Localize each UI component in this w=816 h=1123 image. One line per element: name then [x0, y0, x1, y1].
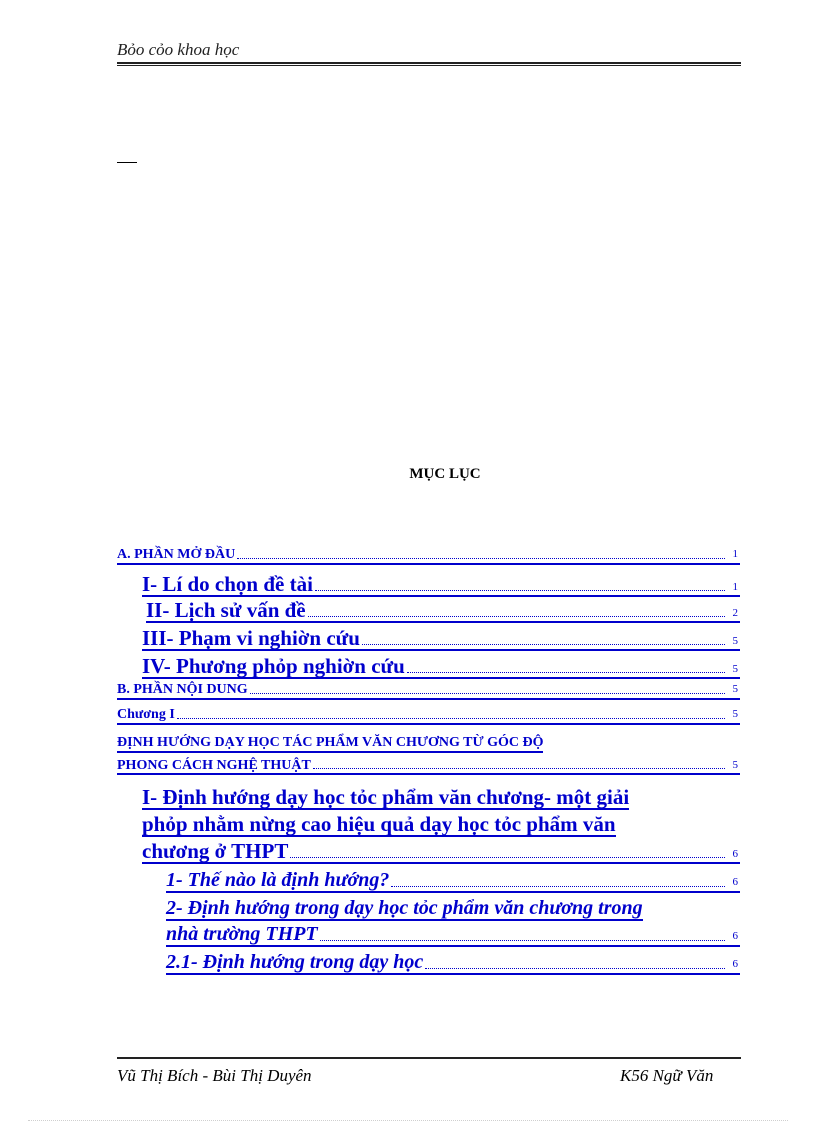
toc-entry-text[interactable]: I- Lí do chọn đề tài: [142, 572, 313, 596]
footer-authors: Vũ Thị Bích - Bùi Thị Duyên: [117, 1066, 312, 1085]
stray-dash: [117, 162, 137, 163]
toc-entry-text-line[interactable]: chương ở THPT: [142, 839, 289, 864]
dot-leader: [250, 692, 725, 694]
header-title: Bỏo cỏo khoa học: [117, 40, 240, 59]
page-edge: [28, 1120, 788, 1121]
toc-entry-text[interactable]: 2.1- Định hướng trong dạy học: [166, 951, 424, 973]
dot-leader: [320, 939, 725, 941]
dot-leader: [362, 643, 725, 645]
toc-entry-dinh-huong-nha-truong[interactable]: [166, 897, 740, 947]
toc-entry-li-do[interactable]: [142, 573, 740, 597]
toc-page-number: 6: [732, 847, 738, 860]
dot-leader: [177, 717, 725, 719]
header-rule-thin: [117, 65, 741, 66]
toc-entry-text[interactable]: II- Lịch sử vấn đề: [146, 598, 306, 622]
toc-page-number: 5: [732, 634, 738, 647]
toc-page-number: 6: [732, 958, 738, 971]
dot-leader: [308, 615, 725, 617]
toc-entry-chuong-1[interactable]: [117, 708, 740, 725]
toc-entry-text[interactable]: III- Phạm vi nghiờn cứu: [142, 626, 360, 650]
toc-entry-text-line[interactable]: PHONG CÁCH NGHỆ THUẬT: [117, 757, 311, 773]
dot-leader: [315, 589, 725, 591]
toc-entry-pham-vi[interactable]: [142, 627, 740, 651]
toc-page-number: 6: [732, 876, 738, 889]
toc-entry-phuong-phap[interactable]: [142, 655, 740, 679]
toc-page-number: 1: [732, 548, 738, 561]
toc-entry-day-hoc[interactable]: [166, 952, 740, 975]
dot-leader: [290, 856, 724, 858]
toc-entry-text[interactable]: B. PHẦN NỘI DUNG: [117, 682, 248, 697]
toc-entry-text[interactable]: 1- Thế nào là định hướng?: [166, 869, 390, 891]
toc-title: MỤC LỤC: [409, 466, 481, 482]
toc-entry-text-line[interactable]: I- Định hướng dạy học tỏc phẩm văn chương- một giải: [142, 785, 630, 809]
dot-leader: [425, 967, 724, 969]
dot-leader: [313, 767, 725, 769]
toc-entry-dinh-huong-giai-phap[interactable]: [142, 785, 740, 864]
header-rule: [117, 62, 741, 64]
toc-page-number: 6: [732, 930, 738, 943]
dot-leader: [237, 557, 724, 559]
toc-entry-phan-noi-dung[interactable]: [117, 683, 740, 700]
toc-entry-the-nao[interactable]: [166, 870, 740, 893]
toc-entry-text-line[interactable]: 2- Định hướng trong dạy học tỏc phẩm văn chương trong: [166, 897, 643, 919]
toc-page-number: 2: [732, 606, 738, 619]
toc-entry-lich-su[interactable]: [146, 599, 740, 623]
toc-entry-text[interactable]: A. PHẦN MỞ ĐẦU: [117, 547, 236, 562]
toc-page-number: 5: [732, 758, 738, 771]
footer-class: K56 Ngữ Văn: [620, 1066, 714, 1085]
dot-leader: [391, 885, 724, 887]
toc-page-number: 5: [732, 708, 738, 721]
toc-page-number: 1: [732, 580, 738, 593]
toc-entry-text-line[interactable]: ĐỊNH HƯỚNG DẠY HỌC TÁC PHẨM VĂN CHƯƠNG TỪ GÓC ĐỘ: [117, 736, 543, 753]
toc-entry-text[interactable]: IV- Phương phỏp nghiờn cứu: [142, 654, 405, 678]
toc-page-number: 5: [732, 662, 738, 675]
toc-page-number: 5: [732, 683, 738, 696]
footer-rule: [117, 1057, 741, 1059]
dot-leader: [407, 671, 725, 673]
toc-entry-phan-mo-dau[interactable]: [117, 548, 740, 565]
toc-entry-dinh-huong-chapter[interactable]: [117, 735, 740, 775]
toc-entry-text[interactable]: Chương I: [117, 707, 175, 722]
toc-entry-text-line[interactable]: nhà trường THPT: [166, 923, 318, 945]
toc-entry-text-line[interactable]: phỏp nhằm nừng cao hiệu quả dạy học tỏc phẩm văn: [142, 812, 616, 837]
